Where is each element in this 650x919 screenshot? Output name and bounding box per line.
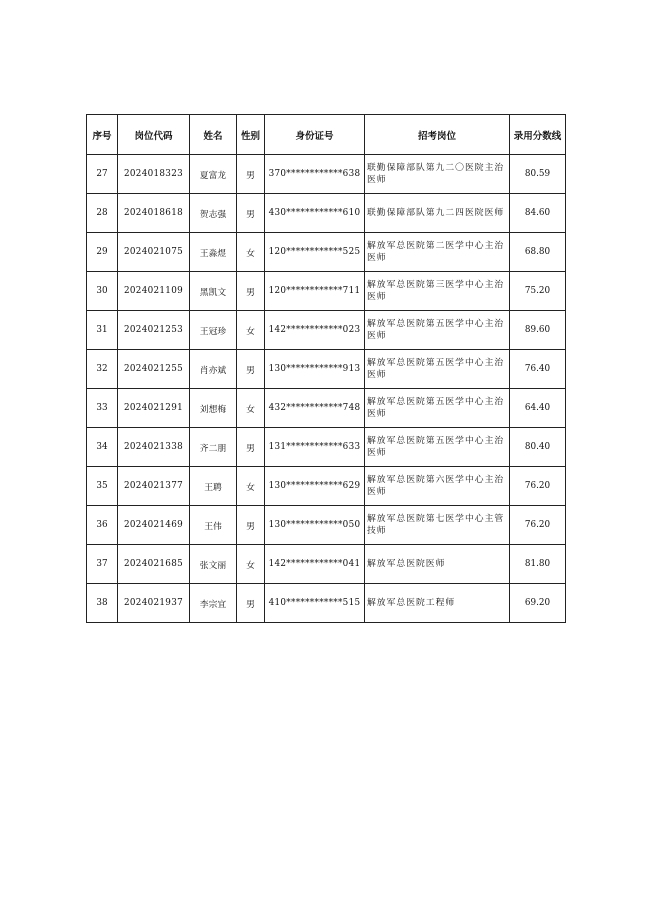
row-code: 2024021469	[118, 506, 190, 545]
row-gender: 男	[237, 584, 265, 623]
row-id-number: 370************638	[265, 155, 365, 194]
header-gender: 性别	[237, 115, 265, 155]
row-score: 80.59	[510, 155, 566, 194]
table-row	[87, 389, 566, 428]
table-row	[87, 506, 566, 545]
row-name: 王淼煜	[190, 233, 237, 272]
row-score: 89.60	[510, 311, 566, 350]
row-post: 联勤保障部队第九二〇医院主治医师	[365, 155, 510, 194]
row-no: 33	[87, 389, 118, 428]
row-code: 2024018618	[118, 194, 190, 233]
row-gender: 女	[237, 467, 265, 506]
row-no: 28	[87, 194, 118, 233]
row-post: 解放军总医院第五医学中心主治医师	[365, 350, 510, 389]
row-name: 肖亦斌	[190, 350, 237, 389]
row-post: 解放军总医院第五医学中心主治医师	[365, 389, 510, 428]
table-row	[87, 584, 566, 623]
table-row	[87, 428, 566, 467]
row-no: 27	[87, 155, 118, 194]
table-row	[87, 350, 566, 389]
row-no: 35	[87, 467, 118, 506]
row-name: 王冠珍	[190, 311, 237, 350]
row-score: 81.80	[510, 545, 566, 584]
row-code: 2024021255	[118, 350, 190, 389]
row-name: 张文丽	[190, 545, 237, 584]
row-post: 解放军总医院工程师	[365, 584, 510, 623]
header-id: 身份证号	[265, 115, 365, 155]
row-id-number: 432************748	[265, 389, 365, 428]
header-score: 录用分数线	[510, 115, 566, 155]
row-code: 2024021937	[118, 584, 190, 623]
row-no: 37	[87, 545, 118, 584]
row-name: 齐二朋	[190, 428, 237, 467]
row-score: 68.80	[510, 233, 566, 272]
row-code: 2024018323	[118, 155, 190, 194]
row-id-number: 142************041	[265, 545, 365, 584]
row-name: 夏富龙	[190, 155, 237, 194]
row-no: 34	[87, 428, 118, 467]
row-gender: 女	[237, 233, 265, 272]
row-id-number: 410************515	[265, 584, 365, 623]
row-score: 64.40	[510, 389, 566, 428]
row-code: 2024021075	[118, 233, 190, 272]
row-score: 76.40	[510, 350, 566, 389]
row-code: 2024021109	[118, 272, 190, 311]
row-name: 王伟	[190, 506, 237, 545]
table-row	[87, 545, 566, 584]
row-code: 2024021685	[118, 545, 190, 584]
row-id-number: 130************050	[265, 506, 365, 545]
row-gender: 男	[237, 350, 265, 389]
row-id-number: 131************633	[265, 428, 365, 467]
table-row	[87, 155, 566, 194]
row-name: 李宗宜	[190, 584, 237, 623]
header-no: 序号	[87, 115, 118, 155]
row-gender: 男	[237, 194, 265, 233]
row-gender: 女	[237, 389, 265, 428]
header-row	[87, 115, 566, 155]
row-id-number: 430************610	[265, 194, 365, 233]
row-code: 2024021377	[118, 467, 190, 506]
row-gender: 女	[237, 311, 265, 350]
row-post: 联勤保障部队第九二四医院医师	[365, 194, 510, 233]
header-name: 姓名	[190, 115, 237, 155]
row-post: 解放军总医院第五医学中心主治医师	[365, 311, 510, 350]
row-gender: 男	[237, 428, 265, 467]
recruitment-table	[86, 114, 566, 623]
table-row	[87, 272, 566, 311]
row-name: 贺志强	[190, 194, 237, 233]
row-gender: 男	[237, 272, 265, 311]
row-gender: 女	[237, 545, 265, 584]
row-post: 解放军总医院第二医学中心主治医师	[365, 233, 510, 272]
row-score: 76.20	[510, 467, 566, 506]
row-id-number: 120************711	[265, 272, 365, 311]
table-row	[87, 467, 566, 506]
row-id-number: 130************629	[265, 467, 365, 506]
row-name: 刘想梅	[190, 389, 237, 428]
row-no: 30	[87, 272, 118, 311]
row-score: 69.20	[510, 584, 566, 623]
row-score: 84.60	[510, 194, 566, 233]
table-row	[87, 194, 566, 233]
row-post: 解放军总医院第五医学中心主治医师	[365, 428, 510, 467]
row-no: 38	[87, 584, 118, 623]
row-name: 王聘	[190, 467, 237, 506]
table-body	[87, 155, 566, 623]
row-id-number: 130************913	[265, 350, 365, 389]
header-code: 岗位代码	[118, 115, 190, 155]
row-no: 36	[87, 506, 118, 545]
row-gender: 男	[237, 155, 265, 194]
row-code: 2024021253	[118, 311, 190, 350]
row-no: 32	[87, 350, 118, 389]
row-post: 解放军总医院医师	[365, 545, 510, 584]
row-no: 31	[87, 311, 118, 350]
row-gender: 男	[237, 506, 265, 545]
row-score: 76.20	[510, 506, 566, 545]
row-post: 解放军总医院第六医学中心主治医师	[365, 467, 510, 506]
row-name: 黑凯文	[190, 272, 237, 311]
row-score: 80.40	[510, 428, 566, 467]
row-code: 2024021291	[118, 389, 190, 428]
table-row	[87, 233, 566, 272]
row-post: 解放军总医院第三医学中心主治医师	[365, 272, 510, 311]
row-score: 75.20	[510, 272, 566, 311]
row-no: 29	[87, 233, 118, 272]
table-row	[87, 311, 566, 350]
row-code: 2024021338	[118, 428, 190, 467]
header-post: 招考岗位	[365, 115, 510, 155]
row-id-number: 142************023	[265, 311, 365, 350]
row-id-number: 120************525	[265, 233, 365, 272]
row-post: 解放军总医院第七医学中心主管技师	[365, 506, 510, 545]
